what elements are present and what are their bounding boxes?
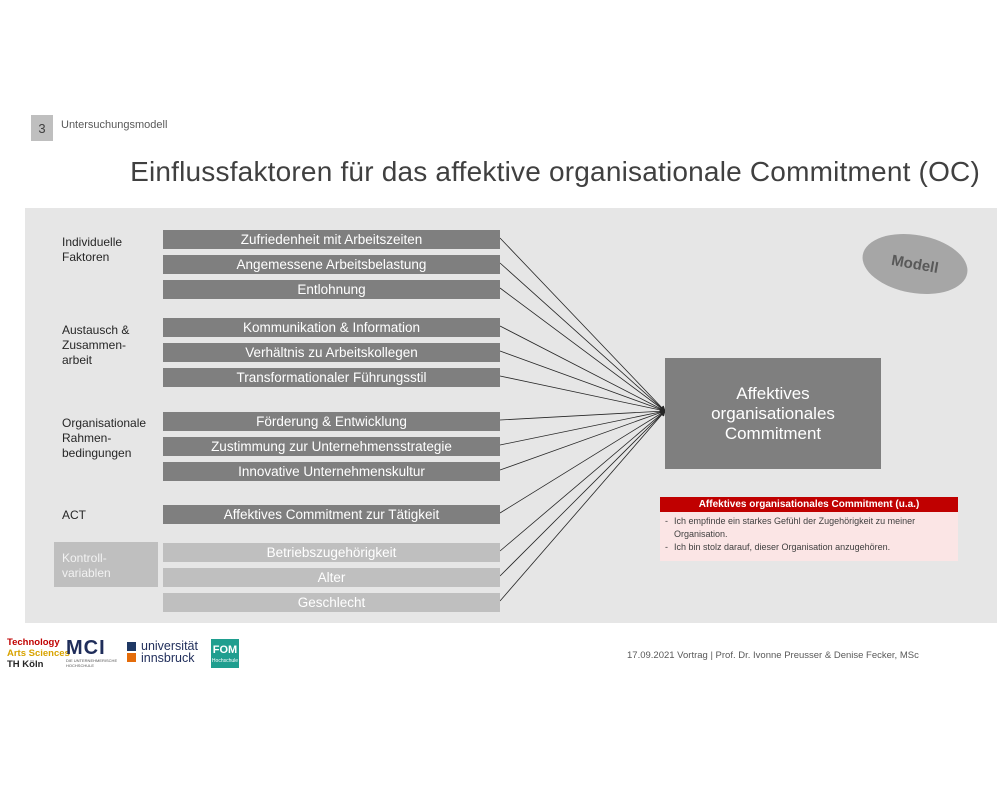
factor-foerderung-entwicklung: Förderung & Entwicklung — [163, 412, 500, 431]
connector-line — [500, 288, 665, 411]
group-label-austausch: Austausch & Zusammen- arbeit — [62, 323, 130, 367]
connector-line — [500, 411, 665, 420]
group-label-act: ACT — [62, 508, 86, 522]
factor-verhaeltnis-arbeitskollegen: Verhältnis zu Arbeitskollegen — [163, 343, 500, 362]
section-number: 3 — [31, 115, 53, 141]
connector-line — [500, 411, 665, 513]
modell-badge-label: Modell — [890, 251, 940, 277]
factor-angemessene-arbeitsbelastung: Angemessene Arbeitsbelastung — [163, 255, 500, 274]
control-betriebszugehoerigkeit: Betriebszugehörigkeit — [163, 543, 500, 562]
group-label-organisationale-rahmenbedingungen: Organisationale Rahmen- bedingungen — [62, 416, 147, 460]
connector-line — [500, 411, 665, 551]
definition-item: - Ich bin stolz darauf, dieser Organisation anzugehören. — [665, 542, 891, 552]
factor-kommunikation-information: Kommunikation & Information — [163, 318, 500, 337]
mci-logo: MCI DIE UNTERNEHMERISCHE HOCHSCHULE — [66, 637, 118, 668]
fom-logo: FOM Hochschule — [211, 639, 239, 668]
factor-transformationaler-fuehrungsstil: Transformationaler Führungsstil — [163, 368, 500, 387]
control-variables-label-box — [54, 542, 158, 587]
connector-line — [500, 263, 665, 411]
slide-title: Einflussfaktoren für das affektive organisationale Commitment (OC) — [130, 156, 980, 187]
factor-zufriedenheit-arbeitszeiten: Zufriedenheit mit Arbeitszeiten — [163, 230, 500, 249]
control-alter: Alter — [163, 568, 500, 587]
target-affektives-oc: Affektives organisationales Commitment — [665, 358, 881, 469]
factor-entlohnung: Entlohnung — [163, 280, 500, 299]
factor-zustimmung-unternehmensstrategie: Zustimmung zur Unternehmensstrategie — [163, 437, 500, 456]
section-label: Untersuchungsmodell — [61, 119, 168, 131]
control-geschlecht: Geschlecht — [163, 593, 500, 612]
connector-line — [500, 411, 665, 470]
factor-innovative-unternehmenskultur: Innovative Unternehmenskultur — [163, 462, 500, 481]
control-variables-label: Kontroll- variablen — [62, 551, 111, 580]
definition-box — [660, 497, 958, 561]
connector-line — [500, 326, 665, 411]
connector-line — [500, 238, 665, 411]
group-label-individuelle-faktoren: Individuelle Faktoren — [62, 235, 123, 264]
definition-title: Affektives organisationales Commitment (u.a.) — [660, 497, 958, 512]
definition-item: - Ich empfinde ein starkes Gefühl der Zugehörigkeit zu meiner Organisation. — [665, 516, 916, 539]
th-koeln-logo: Technology Arts Sciences TH Köln — [7, 637, 70, 670]
factor-affektives-commitment-taetigkeit: Affektives Commitment zur Tätigkeit — [163, 505, 500, 524]
connector-line — [500, 411, 665, 576]
footer-text: 17.09.2021 Vortrag | Prof. Dr. Ivonne Preusser & Denise Fecker, MSc — [627, 650, 919, 661]
